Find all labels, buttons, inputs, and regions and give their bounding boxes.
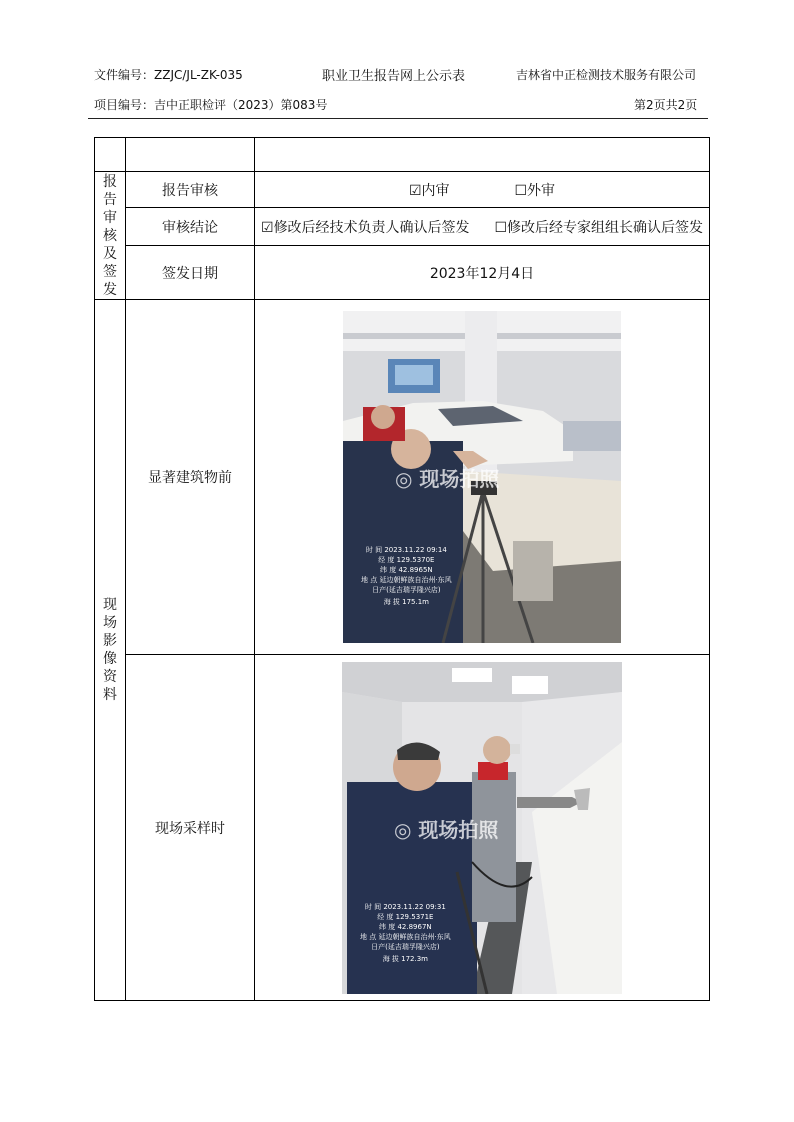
issue-date-label: 签发日期 xyxy=(126,246,255,300)
photo-row-1 xyxy=(95,300,710,655)
header-divider xyxy=(88,118,708,119)
review-section-label: 报 告 审 核 及 签 发 xyxy=(95,172,126,300)
document-number: 文件编号：ZZJC/JL-ZK-035 xyxy=(94,68,243,82)
review-type-options xyxy=(255,172,710,208)
checked-box-icon: ☑ xyxy=(408,182,422,199)
photo2-time: 时 间 2023.11.22 09:31 xyxy=(364,902,446,911)
page-indicator: 第2页共2页 xyxy=(634,98,698,112)
photo1-latitude: 纬 度 42.8965N xyxy=(380,566,433,574)
blank-cell xyxy=(255,138,710,172)
photo1-watermark: ◎ 现场拍照 xyxy=(395,467,500,491)
photo1-location: 地 点 延边朝鲜族自治州·东风 xyxy=(361,576,452,584)
photo-section-label: 现 场 影 像 资 料 xyxy=(95,300,126,1001)
photo1-cell xyxy=(255,300,710,655)
conclusion-options xyxy=(255,208,710,246)
unchecked-box-icon: ☐ xyxy=(494,219,508,236)
photo2-cell xyxy=(255,655,710,1001)
publication-table xyxy=(94,137,710,1001)
checked-box-icon: ☑ xyxy=(261,219,274,236)
tech-lead-option: 修改后经技术负责人确认后签发 xyxy=(273,219,470,236)
site-photo-sampling xyxy=(342,662,622,994)
photo-row-2 xyxy=(95,655,710,1001)
site-photo-building xyxy=(343,311,621,643)
blank-row xyxy=(95,138,710,172)
photo2-label: 现场采样时 xyxy=(126,655,255,1001)
conclusion-row xyxy=(95,208,710,246)
photo1-time: 时 间 2023.11.22 09:14 xyxy=(365,546,447,554)
document-title: 职业卫生报告网上公示表 xyxy=(322,69,466,84)
company-name: 吉林省中正检测技术服务有限公司 xyxy=(516,68,697,82)
issue-date-row xyxy=(95,246,710,300)
photo2-watermark: ◎ 现场拍照 xyxy=(394,817,499,842)
issue-date-value: 2023年12月4日 xyxy=(255,246,710,300)
photo2-altitude: 海 拔 172.3m xyxy=(382,954,428,963)
expert-lead-option: 修改后经专家组组长确认后签发 xyxy=(507,219,704,236)
photo2-location: 地 点 延边朝鲜族自治州·东风 xyxy=(360,932,451,941)
photo1-longitude: 经 度 129.5370E xyxy=(378,556,435,564)
internal-review-option: 内审 xyxy=(421,182,450,199)
photo2-timestamp-block xyxy=(360,902,451,964)
photo1-location-line2: 日产(延吉瑞孚隆兴店) xyxy=(372,586,441,594)
external-review-option: 外审 xyxy=(527,182,556,199)
photo2-location-line2: 日产(延吉瑞孚隆兴店) xyxy=(371,942,440,951)
conclusion-label: 审核结论 xyxy=(126,208,255,246)
unchecked-box-icon: ☐ xyxy=(514,182,528,199)
photo1-label: 显著建筑物前 xyxy=(126,300,255,655)
photo2-longitude: 经 度 129.5371E xyxy=(377,912,434,921)
review-row xyxy=(95,172,710,208)
photo1-altitude: 海 拔 175.1m xyxy=(383,598,429,606)
project-number: 项目编号：吉中正职检评（2023）第083号 xyxy=(94,98,328,112)
photo1-timestamp-block xyxy=(361,545,452,607)
photo2-latitude: 纬 度 42.8967N xyxy=(379,922,432,931)
review-type-label: 报告审核 xyxy=(126,172,255,208)
blank-cell xyxy=(95,138,126,172)
blank-cell xyxy=(126,138,255,172)
